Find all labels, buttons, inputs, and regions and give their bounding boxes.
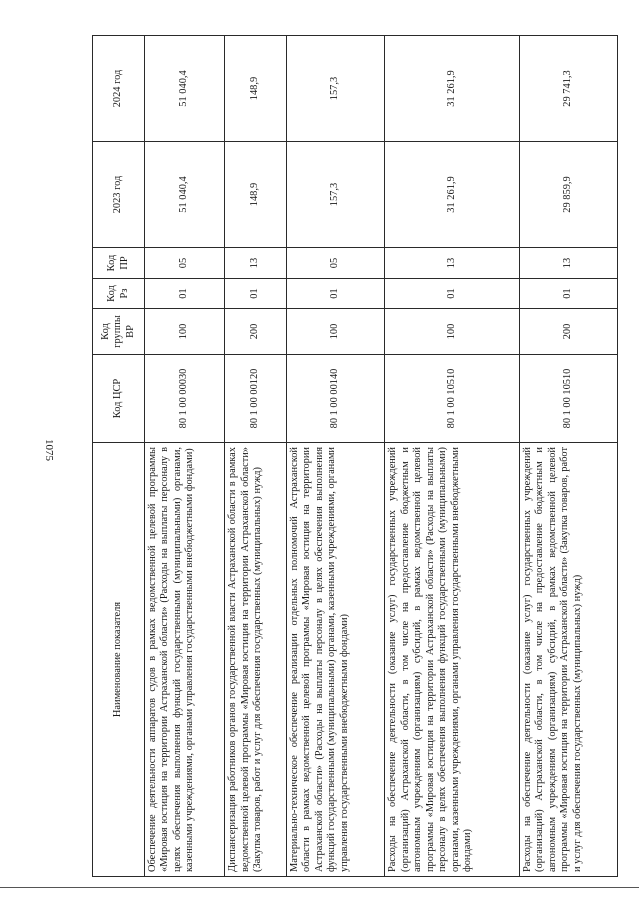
- header-csr: Код ЦСР: [93, 355, 145, 443]
- budget-table: [92, 35, 618, 877]
- row-pr: 13: [385, 248, 520, 279]
- row-pr: 13: [225, 248, 287, 279]
- row-rz: 01: [225, 279, 287, 309]
- row-rz: 01: [145, 279, 225, 309]
- header-2023: 2023 год: [93, 142, 145, 248]
- row-2024: 51 040,4: [145, 36, 225, 142]
- row-name: Обеспечение деятельности аппаратов судов в рамках ведомственной целевой программы «Мировая юстиция на территории Астраханской области» (Расходы на выплаты персоналу в целях обеспечения выполнения функций государственными (муниципальными) органами, казенными учреждениями, органами управления государственными внебюджетными фондами): [145, 443, 225, 877]
- row-vr: 100: [286, 309, 384, 355]
- row-vr: 200: [225, 309, 287, 355]
- row-2024: 31 261,9: [385, 36, 520, 142]
- row-name: Диспансеризация работников органов государственной власти Астраханской области в рамках ведомственной целевой программы «Мировая юстиция на территории Астраханской области» (Закупка товаров, работ и услуг для обеспечения государственных (муниципальных) нужд): [225, 443, 287, 877]
- table-header-row: [93, 36, 145, 877]
- table-row: [519, 36, 617, 877]
- table-row: [385, 36, 520, 877]
- row-vr: 200: [519, 309, 617, 355]
- row-csr: 80 1 00 00140: [286, 355, 384, 443]
- table-row: [225, 36, 287, 877]
- row-2023: 31 261,9: [385, 142, 520, 248]
- row-2023: 51 040,4: [145, 142, 225, 248]
- row-vr: 100: [385, 309, 520, 355]
- row-name: Материально-техническое обеспечение реализации отдельных полномочий Астраханской области в рамках ведомственной целевой программы «Мировая юстиция на территории Астраханской области» (Расходы на выплаты персоналу в целях обеспечения выполнения функций государственными (муниципальными) органами, казенными учреждениями, органами управления государственными внебюджетными фондами): [286, 443, 384, 877]
- row-pr: 13: [519, 248, 617, 279]
- row-csr: 80 1 00 00120: [225, 355, 287, 443]
- header-2024: 2024 год: [93, 36, 145, 142]
- row-name: Расходы на обеспечение деятельности (оказание услуг) государственных учреждений (организаций) Астраханской области, в том числе на предоставление бюджетным и автономным учреждениям (организациям) субсидий, в рамках ведомственной целевой программы «Мировая юстиция на территории Астраханской области» (Расходы на выплаты персоналу в целях обеспечения выполнения функций государственными (муниципальными) органами, казенными учреждениями, органами управления государственными внебюджетными фондами): [385, 443, 520, 877]
- row-rz: 01: [286, 279, 384, 309]
- row-2024: 148,9: [225, 36, 287, 142]
- row-vr: 100: [145, 309, 225, 355]
- header-name: Наименование показателя: [93, 443, 145, 877]
- table-row: [145, 36, 225, 877]
- row-csr: 80 1 00 00030: [145, 355, 225, 443]
- row-2023: 157,3: [286, 142, 384, 248]
- row-2024: 157,3: [286, 36, 384, 142]
- table-row: [286, 36, 384, 877]
- row-rz: 01: [385, 279, 520, 309]
- row-csr: 80 1 00 10510: [519, 355, 617, 443]
- row-2023: 148,9: [225, 142, 287, 248]
- rotated-table-container: [92, 36, 618, 877]
- header-pr: Код ПР: [93, 248, 145, 279]
- row-2023: 29 859,9: [519, 142, 617, 248]
- row-pr: 05: [145, 248, 225, 279]
- row-name: Расходы на обеспечение деятельности (оказание услуг) государственных учреждений (организаций) Астраханской области, в том числе на предоставление бюджетным и автономным учреждениям (организациям) субсидий, в рамках ведомственной целевой программы «Мировая юстиция на территории Астраханской области» (Закупка товаров, работ и услуг для обеспечения государственных (муниципальных) нужд): [519, 443, 617, 877]
- row-2024: 29 741,3: [519, 36, 617, 142]
- row-rz: 01: [519, 279, 617, 309]
- scan-bottom-edge: [0, 887, 639, 888]
- row-csr: 80 1 00 10510: [385, 355, 520, 443]
- document-sheet: [92, 36, 618, 877]
- header-vr: Код группы ВР: [93, 309, 145, 355]
- row-pr: 05: [286, 248, 384, 279]
- page-number: 1075: [43, 439, 55, 461]
- header-rz: Код Рз: [93, 279, 145, 309]
